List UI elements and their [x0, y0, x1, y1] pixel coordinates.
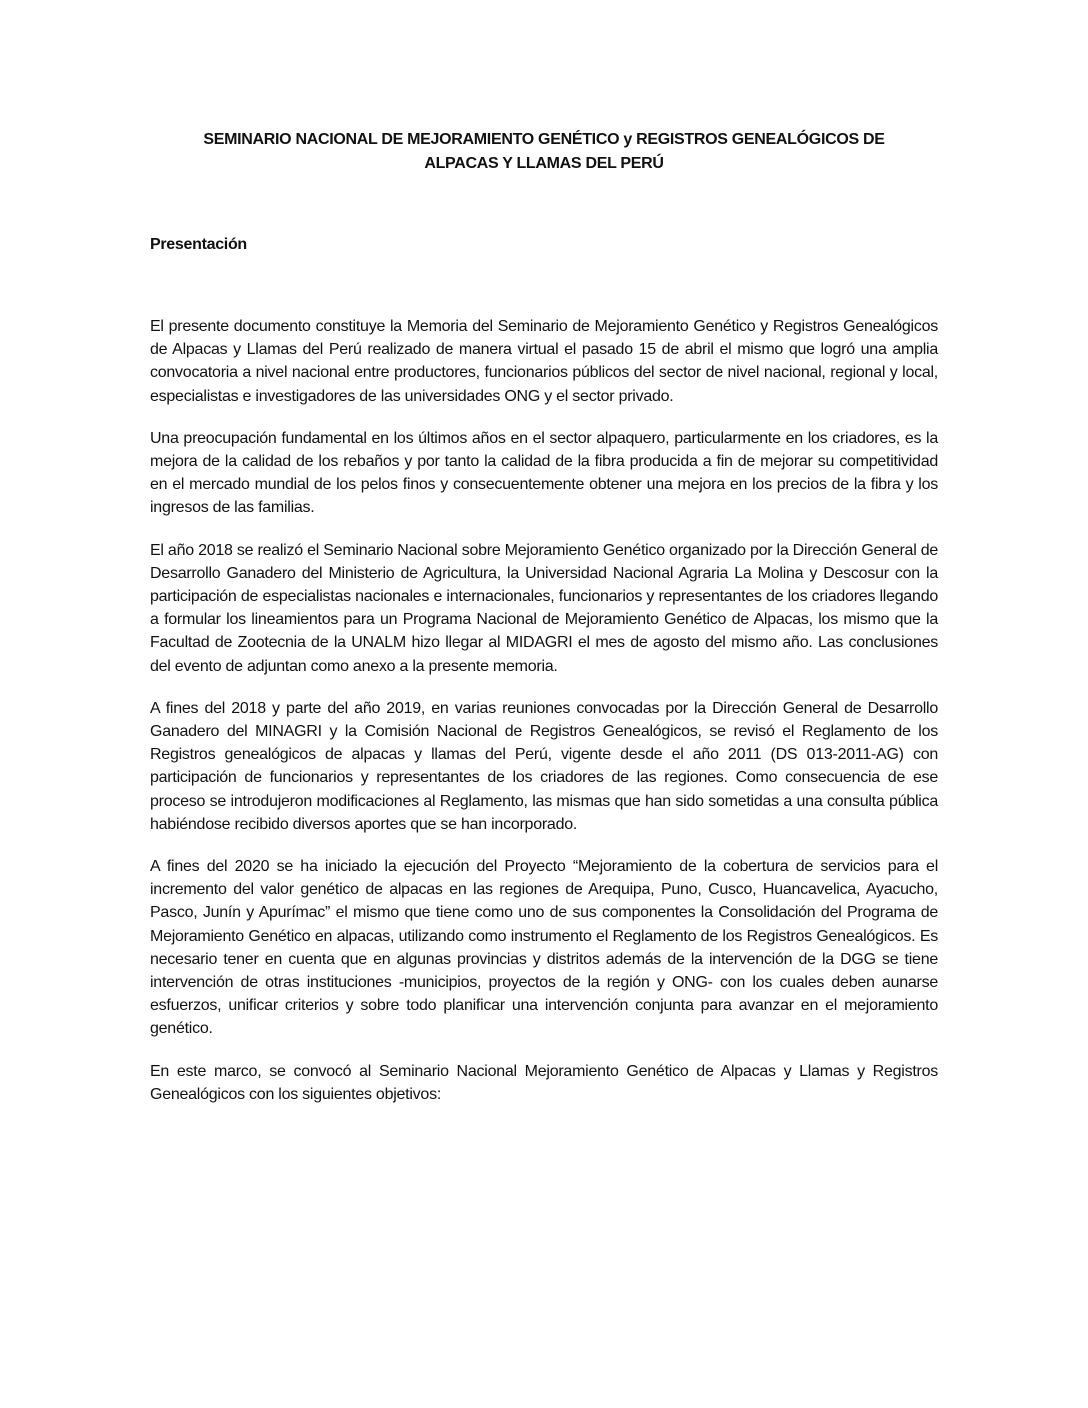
paragraph-1: El presente documento constituye la Memoria del Seminario de Mejoramiento Genético y Registros Genealógicos de Alpacas y Llamas del Perú realizado de manera virtual el pasado 15 de abril el mismo que logró una amplia convocatoria a nivel nacional entre productores, funcionarios públicos del sector de nivel nacional, regional y local, especialistas e investigadores de las universidades ONG y el sector privado. — [150, 318, 938, 405]
document-body — [150, 315, 938, 1125]
paragraph-4: A fines del 2018 y parte del año 2019, en varias reuniones convocadas por la Dirección General de Desarrollo Ganadero del MINAGRI y la Comisión Nacional de Registros Genealógicos, se revisó el Reglamento de los Registros genealógicos de alpacas y llamas del Perú, vigente desde el año 2011 (DS 013-2011-AG) con participación de funcionarios y representantes de los criadores de las regiones. Como consecuencia de ese proceso se introdujeron modificaciones al Reglamento, las mismas que han sido sometidas a una consulta pública habiéndose recibido diversos aportes que se han incorporado. — [150, 699, 938, 833]
title-line-2: ALPACAS Y LLAMAS DEL PERÚ — [424, 155, 664, 172]
title-line-1: SEMINARIO NACIONAL DE MEJORAMIENTO GENÉTICO y REGISTROS GENEALÓGICOS DE — [203, 131, 885, 148]
paragraph-3: El año 2018 se realizó el Seminario Nacional sobre Mejoramiento Genético organizado por la Dirección General de Desarrollo Ganadero del Ministerio de Agricultura, la Universidad Nacional Agraria La Molina y Descosur con la participación de especialistas nacionales e internacionales, funcionarios y representantes de los criadores llegando a formular los lineamientos para un Programa Nacional de Mejoramiento Genético de Alpacas, los mismo que la Facultad de Zootecnia de la UNALM hizo llegar al MIDAGRI el mes de agosto del mismo año. Las conclusiones del evento de adjuntan como anexo a la presente memoria. — [150, 541, 938, 675]
paragraph-5: A fines del 2020 se ha iniciado la ejecución del Proyecto “Mejoramiento de la cobertura de servicios para el incremento del valor genético de alpacas en las regiones de Arequipa, Puno, Cusco, Huancavelica, Ayacucho, Pasco, Junín y Apurímac” el mismo que tiene como uno de sus componentes la Consolidación del Programa de Mejoramiento Genético en alpacas, utilizando como instrumento el Reglamento de los Registros Genealógicos. Es necesario tener en cuenta que en algunas provincias y distritos además de la intervención de la DGG se tiene intervención de otras instituciones -municipios, proyectos de la región y ONG- con los cuales deben aunarse esfuerzos, unificar criterios y sobre todo planificar una intervención conjunta para avanzar en el mejoramiento genético. — [150, 858, 938, 1038]
paragraph-2: Una preocupación fundamental en los últimos años en el sector alpaquero, particularmente en los criadores, es la mejora de la calidad de los rebaños y por tanto la calidad de la fibra producida a fin de mejorar su competitividad en el mercado mundial de los pelos finos y consecuentemente obtener una mejora en los precios de la fibra y los ingresos de las familias. — [150, 429, 938, 517]
paragraph-6: En este marco, se convocó al Seminario Nacional Mejoramiento Genético de Alpacas y Llamas y Registros Genealógicos con los siguientes objetivos: — [150, 1062, 938, 1103]
document-title — [150, 128, 938, 176]
section-heading: Presentación — [150, 236, 247, 253]
